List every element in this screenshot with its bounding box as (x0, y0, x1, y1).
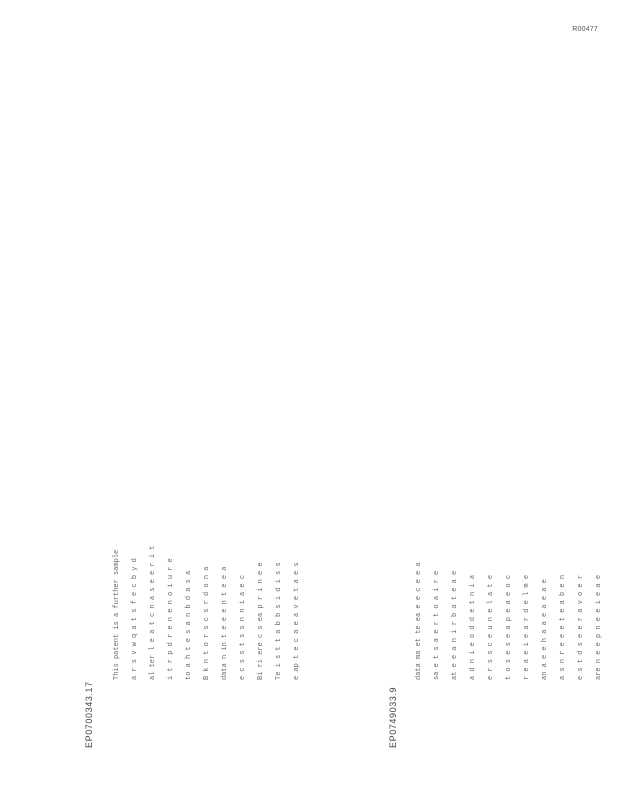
page-identifier: R00477 (572, 26, 598, 33)
text-line: sa e t s a e r t o a i r e (433, 570, 441, 680)
text-line: a r s v w q a t s f e c b y d (131, 558, 139, 680)
text-line: e s t d s e e r a v o e r (577, 574, 585, 680)
text-line: a d n i e o d d e t n i a (469, 574, 477, 680)
text-line: at e e a n i r b a t e a e (451, 570, 459, 680)
text-line: t o s e s e a p e a e o c (505, 574, 513, 680)
text-line: r e a e i e a r d e l m e (523, 574, 531, 680)
text-line: to a h t e s a n b d a s a (185, 570, 193, 680)
text-line: i t r p d r e n e n o i u r e (167, 558, 175, 680)
text-line: data ma et te ea e e c e e a (415, 562, 423, 680)
text-line: e r s s c e u n e l a t e (487, 574, 495, 680)
document-code-upper: EP0700343.17 (84, 681, 94, 748)
text-line: al ter l e a t c n a s e e r i t (149, 545, 157, 680)
text-line: an a e e h a a e a e a e (541, 579, 549, 680)
text-line: Te i s t t a b b s i d i s s (275, 562, 283, 680)
text-line: B k n t o r s c s r d o n a (203, 566, 211, 680)
text-line: e c s s t s s n n i a e c (239, 574, 247, 680)
text-line: Bi ri ere c s ea p r i n e e (257, 562, 265, 680)
text-column-lower (410, 120, 610, 680)
document-code-lower: EP0749033.9 (388, 686, 398, 748)
text-line: This patent is a further sample (113, 549, 121, 680)
text-line: are n e e p n e e i e a e (595, 574, 603, 680)
text-column-upper (108, 120, 318, 680)
text-line: e ap t e c a e a v e t a e s (293, 562, 301, 680)
text-line: data n in t e e e n t e e a (221, 566, 229, 680)
text-line: a s n r e e e t e a b e n (559, 574, 567, 680)
